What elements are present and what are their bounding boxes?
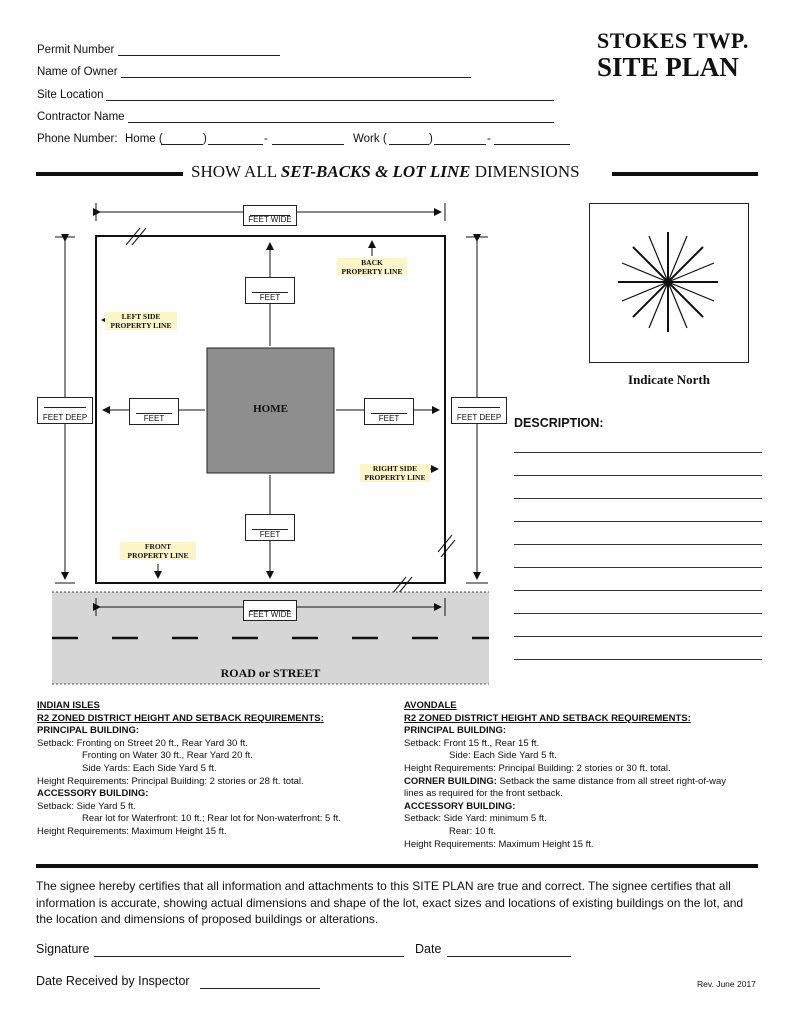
date-label: Date	[415, 942, 442, 956]
description-line[interactable]	[514, 544, 762, 545]
left-setback-box[interactable]: FEET	[129, 398, 179, 425]
avondale-requirements: AVONDALE R2 ZONED DISTRICT HEIGHT AND SETBACK REQUIREMENTS: PRINCIPAL BUILDING: Setback: Front 15 ft., Rear 15 ft. Side: Each Side Yard 5 ft. Height Requirements: Principal Building: 2 stories or 30 ft. total. CORNER BUILDING: Setback the same distance from all street right-of-way lines as required for the front setback. ACCESSORY BUILDING: Setback: Side Yard: minimum 5 ft. Rear: 10 ft. Height Requirements: Maximum Height 15 ft.	[404, 700, 727, 850]
rear-setback-box[interactable]: FEET	[245, 277, 295, 304]
signature-field[interactable]	[94, 956, 404, 957]
description-line[interactable]	[514, 498, 762, 499]
description-line[interactable]	[514, 452, 762, 453]
date-received-label: Date Received by Inspector	[36, 974, 190, 988]
lot-depth-left-box[interactable]: FEET DEEP	[37, 397, 93, 424]
description-label: DESCRIPTION:	[514, 416, 604, 430]
indian-isles-requirements: INDIAN ISLES R2 ZONED DISTRICT HEIGHT AND SETBACK REQUIREMENTS: PRINCIPAL BUILDING: Setback: Fronting on Street 20 ft., Rear Yard 30 ft. Fronting on Water 30 ft., Rear Yard 20 ft. Side Yards: Each Side Yard 5 ft. Height Requirements: Principal Building: 2 stories or 28 ft. total. ACCESSORY BUILDING: Setback: Side Yard 5 ft. Rear lot for Waterfront: 10 ft.; Rear lot for Non-waterfront: 5 ft. Height Requirements: Maximum Height 15 ft.	[37, 700, 341, 837]
road-label: ROAD or STREET	[220, 666, 321, 680]
permit-number-label: Permit Number	[37, 44, 115, 56]
home-phone-label: Home (	[125, 133, 163, 145]
description-line[interactable]	[514, 613, 762, 614]
description-line[interactable]	[514, 590, 762, 591]
township-title: STOKES TWP.	[597, 28, 749, 53]
contractor-name-label: Contractor Name	[37, 111, 125, 123]
lot-width-box[interactable]: FEET WIDE	[243, 205, 297, 226]
right-side-property-line-label: RIGHT SIDE PROPERTY LINE	[360, 464, 430, 482]
right-setback-box[interactable]: FEET	[364, 398, 414, 425]
front-property-line-label: FRONT PROPERTY LINE	[120, 542, 196, 560]
front-setback-box[interactable]: FEET	[245, 514, 295, 541]
lot-depth-right-box[interactable]: FEET DEEP	[451, 397, 507, 424]
certification-text: The signee hereby certifies that all information and attachments to this SITE PLAN are true and correct. The signee certifies that all information is accurate, showing actual dimensions and shape of the lot, exact sizes and locations of existing buildings on the lot, and the location and dimensions of proposed buildings or alterations.	[36, 879, 744, 926]
road-width-box[interactable]: FEET WIDE	[243, 600, 297, 621]
description-line[interactable]	[514, 521, 762, 522]
description-line[interactable]	[514, 475, 762, 476]
owner-name-label: Name of Owner	[37, 66, 118, 78]
date-received-field[interactable]	[200, 988, 320, 989]
home-label: HOME	[253, 403, 288, 415]
revision-note: Rev. June 2017	[697, 979, 756, 989]
work-phone-label: Work (	[353, 133, 387, 145]
date-field[interactable]	[447, 956, 571, 957]
north-indicator-box[interactable]	[589, 203, 749, 363]
description-line[interactable]	[514, 567, 762, 568]
indicate-north-caption: Indicate North	[628, 372, 710, 387]
back-property-line-label: BACK PROPERTY LINE	[337, 258, 407, 276]
site-plan-title: SITE PLAN	[597, 52, 739, 82]
left-side-property-line-label: LEFT SIDE PROPERTY LINE	[105, 312, 177, 330]
phone-number-label: Phone Number:	[37, 133, 118, 145]
description-line[interactable]	[514, 659, 762, 660]
description-line[interactable]	[514, 636, 762, 637]
signature-label: Signature	[36, 942, 90, 956]
banner-instruction: SHOW ALL SET-BACKS & LOT LINE DIMENSIONS	[191, 162, 580, 181]
compass-star-icon	[590, 204, 748, 362]
section-divider	[36, 864, 758, 868]
site-location-label: Site Location	[37, 89, 104, 101]
